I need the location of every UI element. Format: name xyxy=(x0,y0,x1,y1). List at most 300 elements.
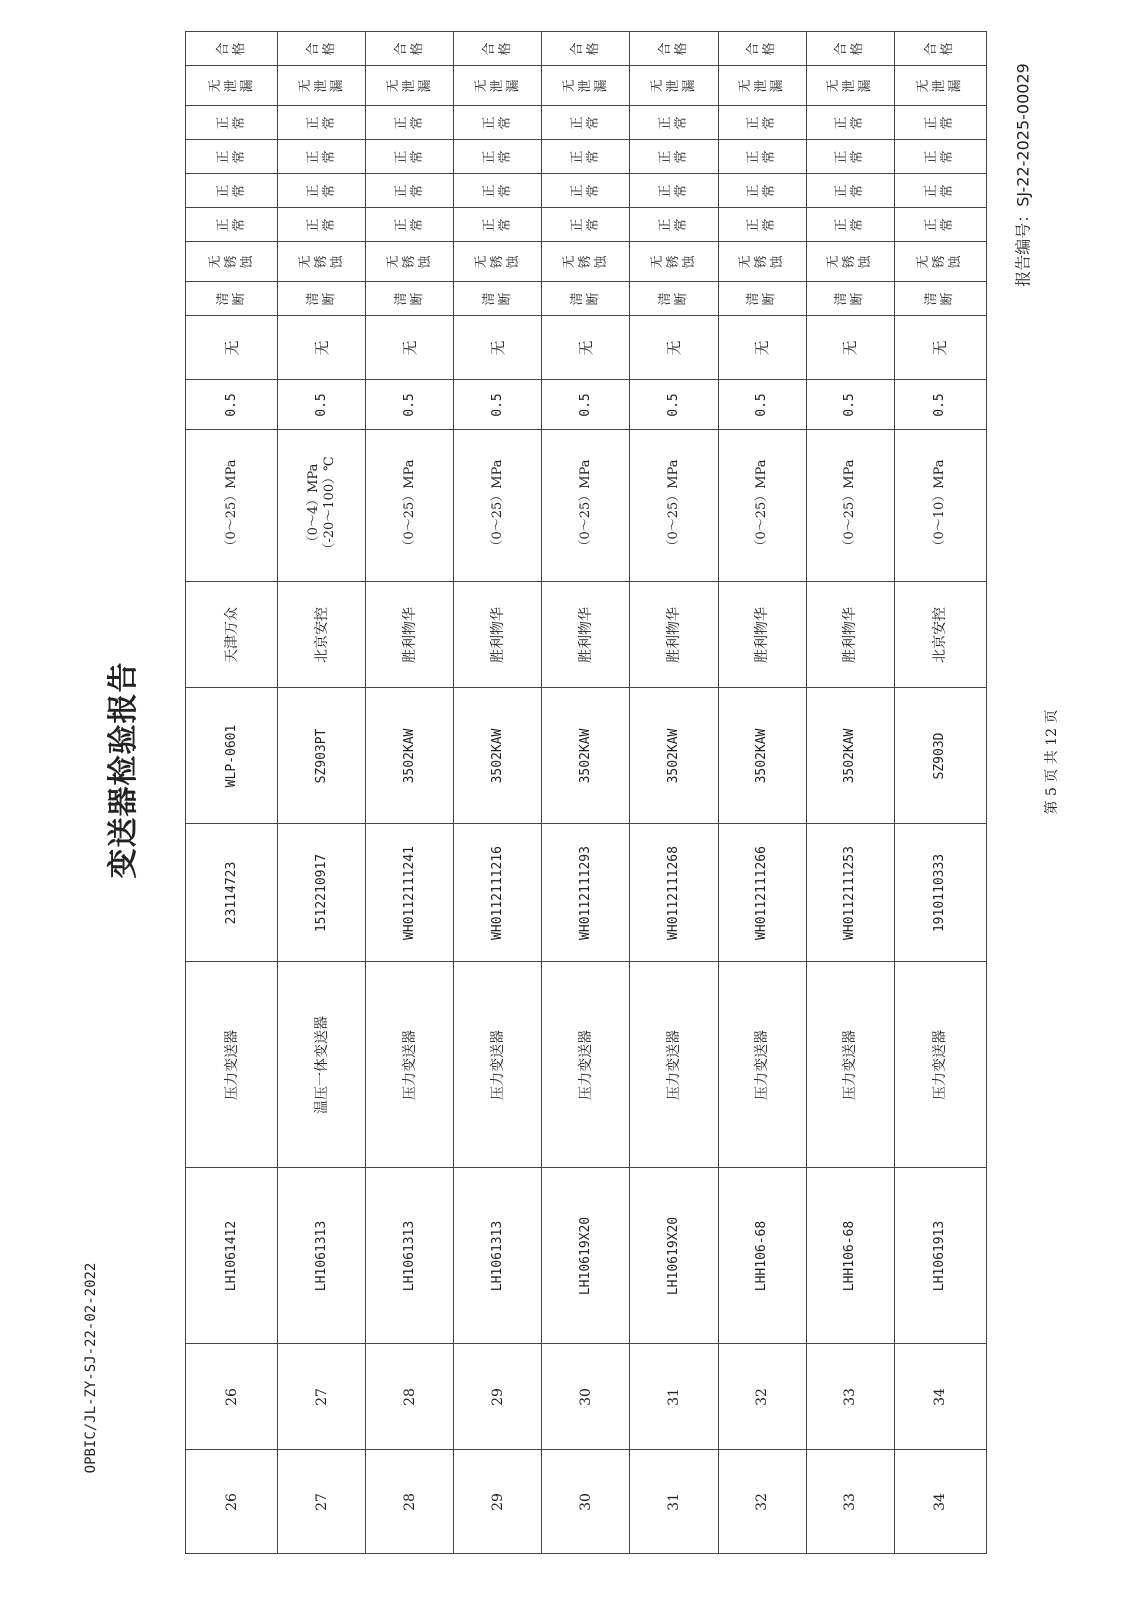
cell-text-seq: 32 xyxy=(754,1387,771,1406)
table-cell-code xyxy=(366,1168,454,1344)
cell-text-c1: 正 常 xyxy=(746,217,778,232)
cell-text-rust: 无 锈 蚀 xyxy=(297,254,345,269)
cell-text-rust: 无 锈 蚀 xyxy=(826,254,874,269)
cell-text-acc: 0.5 xyxy=(932,392,948,417)
cell-text-acc: 0.5 xyxy=(842,392,858,417)
table-cell-rust xyxy=(366,242,454,282)
table-cell-model xyxy=(630,688,718,824)
cell-text-mark: 清 断 xyxy=(834,291,866,306)
table-cell-c4 xyxy=(542,106,630,140)
table-cell-c3 xyxy=(366,140,454,174)
table-row xyxy=(186,1450,987,1554)
table-cell-name xyxy=(542,962,630,1168)
table-cell-acc xyxy=(278,380,366,430)
table-cell-c2 xyxy=(186,174,278,208)
cell-text-code: LH1061313 xyxy=(489,1220,505,1291)
cell-text-leak: 无 泄 漏 xyxy=(207,78,255,93)
table-cell-c3 xyxy=(806,140,894,174)
cell-text-name: 压力变送器 xyxy=(842,1029,859,1100)
table-row xyxy=(186,1344,987,1450)
table-cell-maker xyxy=(718,582,806,688)
cell-text-leak: 无 泄 漏 xyxy=(473,78,521,93)
cell-text-c1: 正 常 xyxy=(569,217,601,232)
cell-text-name: 压力变送器 xyxy=(577,1029,594,1100)
table-row xyxy=(186,106,987,140)
cell-text-range: （0～4）MPa （-20～100）℃ xyxy=(305,455,337,556)
cell-text-serial: 23114723 xyxy=(223,861,239,924)
cell-text-mark: 清 断 xyxy=(215,291,247,306)
cell-text-range: （0～25）MPa xyxy=(666,458,682,553)
cell-text-mark: 清 断 xyxy=(569,291,601,306)
cell-text-name: 压力变送器 xyxy=(223,1029,240,1100)
table-cell-idx xyxy=(718,1450,806,1554)
table-cell-code xyxy=(894,1168,986,1344)
cell-text-damage: 无 xyxy=(400,339,419,356)
cell-text-acc: 0.5 xyxy=(489,392,505,417)
cell-text-c1: 正 常 xyxy=(305,217,337,232)
table-cell-maker xyxy=(806,582,894,688)
cell-text-rust: 无 锈 蚀 xyxy=(916,254,964,269)
table-row xyxy=(186,140,987,174)
cell-text-idx: 32 xyxy=(754,1492,771,1511)
form-code: OPBIC/JL-ZY-SJ-22-02-2022 xyxy=(83,1262,99,1474)
cell-text-mark: 清 断 xyxy=(658,291,690,306)
cell-text-c2: 正 常 xyxy=(393,183,425,198)
table-cell-c3 xyxy=(630,140,718,174)
cell-text-result: 合 格 xyxy=(305,41,337,56)
cell-text-damage: 无 xyxy=(576,339,595,356)
table-cell-code xyxy=(806,1168,894,1344)
cell-text-c3: 正 常 xyxy=(658,149,690,164)
cell-text-range: （0～25）MPa xyxy=(401,458,417,553)
cell-text-maker: 天津万众 xyxy=(223,606,240,663)
table-row xyxy=(186,962,987,1168)
table-cell-c2 xyxy=(806,174,894,208)
table-cell-code xyxy=(718,1168,806,1344)
cell-text-range: （0～10）MPa xyxy=(932,458,948,553)
table-cell-leak xyxy=(718,66,806,106)
cell-text-code: LH1061313 xyxy=(313,1220,329,1291)
table-cell-model xyxy=(366,688,454,824)
table-cell-serial xyxy=(630,824,718,962)
table-cell-serial xyxy=(542,824,630,962)
cell-text-leak: 无 泄 漏 xyxy=(738,78,786,93)
table-cell-c1 xyxy=(278,208,366,242)
cell-text-model: WLP-0601 xyxy=(223,724,239,787)
table-cell-maker xyxy=(366,582,454,688)
cell-text-idx: 34 xyxy=(932,1492,949,1511)
table-cell-name xyxy=(186,962,278,1168)
cell-text-damage: 无 xyxy=(665,339,684,356)
cell-text-model: 3502KAW xyxy=(842,728,858,783)
table-cell-damage xyxy=(806,316,894,380)
table-cell-code xyxy=(186,1168,278,1344)
cell-text-maker: 胜利物华 xyxy=(754,606,771,663)
cell-text-maker: 胜利物华 xyxy=(401,606,418,663)
table-cell-damage xyxy=(630,316,718,380)
table-cell-serial xyxy=(186,824,278,962)
cell-text-mark: 清 断 xyxy=(746,291,778,306)
cell-text-leak: 无 泄 漏 xyxy=(826,78,874,93)
cell-text-code: LH10619X20 xyxy=(577,1216,593,1295)
inspection-table xyxy=(185,31,987,1554)
table-cell-result xyxy=(366,32,454,66)
table-row xyxy=(186,824,987,962)
cell-text-serial: WH0112111266 xyxy=(754,845,770,940)
cell-text-c4: 正 常 xyxy=(746,115,778,130)
cell-text-seq: 28 xyxy=(401,1387,418,1406)
cell-text-maker: 胜利物华 xyxy=(489,606,506,663)
table-cell-rust xyxy=(806,242,894,282)
table-cell-name xyxy=(454,962,542,1168)
table-cell-mark xyxy=(630,282,718,316)
cell-text-maker: 胜利物华 xyxy=(577,606,594,663)
cell-text-c2: 正 常 xyxy=(746,183,778,198)
table-cell-maker xyxy=(542,582,630,688)
cell-text-serial: 1512210917 xyxy=(313,853,329,932)
table-cell-range xyxy=(454,430,542,582)
cell-text-c2: 正 常 xyxy=(569,183,601,198)
cell-text-rust: 无 锈 蚀 xyxy=(738,254,786,269)
table-row xyxy=(186,66,987,106)
table-cell-acc xyxy=(542,380,630,430)
cell-text-c2: 正 常 xyxy=(215,183,247,198)
cell-text-serial: WH0112111253 xyxy=(842,845,858,940)
table-cell-serial xyxy=(894,824,986,962)
cell-text-rust: 无 锈 蚀 xyxy=(473,254,521,269)
cell-text-mark: 清 断 xyxy=(305,291,337,306)
cell-text-result: 合 格 xyxy=(834,41,866,56)
cell-text-idx: 29 xyxy=(489,1492,506,1511)
table-cell-model xyxy=(542,688,630,824)
table-cell-code xyxy=(630,1168,718,1344)
table-row xyxy=(186,242,987,282)
table-cell-range xyxy=(366,430,454,582)
table-row xyxy=(186,32,987,66)
table-cell-seq xyxy=(806,1344,894,1450)
table-cell-mark xyxy=(542,282,630,316)
cell-text-model: 3502KAW xyxy=(666,728,682,783)
table-cell-mark xyxy=(718,282,806,316)
cell-text-c2: 正 常 xyxy=(924,183,956,198)
cell-text-result: 合 格 xyxy=(569,41,601,56)
table-cell-c4 xyxy=(454,106,542,140)
cell-text-range: （0～25）MPa xyxy=(842,458,858,553)
table-cell-name xyxy=(718,962,806,1168)
table-cell-serial xyxy=(454,824,542,962)
cell-text-c2: 正 常 xyxy=(658,183,690,198)
table-cell-result xyxy=(718,32,806,66)
cell-text-rust: 无 锈 蚀 xyxy=(207,254,255,269)
table-row xyxy=(186,582,987,688)
table-cell-c2 xyxy=(718,174,806,208)
cell-text-name: 压力变送器 xyxy=(754,1029,771,1100)
table-cell-seq xyxy=(630,1344,718,1450)
table-cell-acc xyxy=(630,380,718,430)
cell-text-acc: 0.5 xyxy=(577,392,593,417)
table-cell-c1 xyxy=(454,208,542,242)
table-cell-acc xyxy=(894,380,986,430)
table-cell-serial xyxy=(278,824,366,962)
table-cell-rust xyxy=(894,242,986,282)
table-cell-result xyxy=(454,32,542,66)
table-cell-c4 xyxy=(278,106,366,140)
table-cell-c1 xyxy=(806,208,894,242)
cell-text-damage: 无 xyxy=(753,339,772,356)
table-cell-name xyxy=(630,962,718,1168)
cell-text-seq: 33 xyxy=(842,1387,859,1406)
cell-text-leak: 无 泄 漏 xyxy=(561,78,609,93)
table-cell-acc xyxy=(366,380,454,430)
table-cell-model xyxy=(894,688,986,824)
table-cell-c4 xyxy=(186,106,278,140)
cell-text-range: （0～25）MPa xyxy=(489,458,505,553)
cell-text-idx: 28 xyxy=(401,1492,418,1511)
cell-text-result: 合 格 xyxy=(393,41,425,56)
table-cell-damage xyxy=(186,316,278,380)
table-cell-idx xyxy=(278,1450,366,1554)
table-cell-c1 xyxy=(718,208,806,242)
cell-text-result: 合 格 xyxy=(481,41,513,56)
table-cell-idx xyxy=(542,1450,630,1554)
cell-text-name: 压力变送器 xyxy=(932,1029,949,1100)
table-cell-rust xyxy=(454,242,542,282)
cell-text-c1: 正 常 xyxy=(834,217,866,232)
cell-text-c4: 正 常 xyxy=(481,115,513,130)
report-number: 报告编号：SJ-22-2025-00029 xyxy=(1013,63,1033,287)
cell-text-maker: 北京安控 xyxy=(932,606,949,663)
table-cell-range xyxy=(278,430,366,582)
table-cell-c3 xyxy=(186,140,278,174)
table-cell-rust xyxy=(186,242,278,282)
table-cell-leak xyxy=(186,66,278,106)
table-cell-damage xyxy=(718,316,806,380)
cell-text-model: 3502KAW xyxy=(754,728,770,783)
cell-text-code: LH1061412 xyxy=(223,1220,239,1291)
table-cell-c3 xyxy=(718,140,806,174)
table-cell-seq xyxy=(718,1344,806,1450)
cell-text-c4: 正 常 xyxy=(924,115,956,130)
cell-text-c1: 正 常 xyxy=(481,217,513,232)
table-cell-result xyxy=(542,32,630,66)
table-cell-c2 xyxy=(542,174,630,208)
cell-text-idx: 33 xyxy=(842,1492,859,1511)
table-cell-mark xyxy=(894,282,986,316)
cell-text-seq: 31 xyxy=(666,1387,683,1406)
cell-text-name: 压力变送器 xyxy=(489,1029,506,1100)
table-cell-leak xyxy=(894,66,986,106)
cell-text-model: 3502KAW xyxy=(489,728,505,783)
cell-text-model: SZ903PT xyxy=(313,728,329,783)
cell-text-model: 3502KAW xyxy=(577,728,593,783)
table-cell-idx xyxy=(806,1450,894,1554)
table-cell-mark xyxy=(806,282,894,316)
table-cell-c4 xyxy=(630,106,718,140)
table-cell-range xyxy=(542,430,630,582)
table-cell-range xyxy=(718,430,806,582)
table-cell-leak xyxy=(366,66,454,106)
table-cell-seq xyxy=(186,1344,278,1450)
table-cell-seq xyxy=(366,1344,454,1450)
table-cell-leak xyxy=(278,66,366,106)
cell-text-c3: 正 常 xyxy=(215,149,247,164)
table-cell-mark xyxy=(278,282,366,316)
cell-text-c2: 正 常 xyxy=(481,183,513,198)
cell-text-serial: WH0112111241 xyxy=(401,845,417,940)
cell-text-c3: 正 常 xyxy=(569,149,601,164)
table-cell-result xyxy=(806,32,894,66)
table-cell-result xyxy=(278,32,366,66)
table-cell-c3 xyxy=(894,140,986,174)
table-cell-result xyxy=(630,32,718,66)
cell-text-acc: 0.5 xyxy=(313,392,329,417)
cell-text-name: 压力变送器 xyxy=(401,1029,418,1100)
table-cell-mark xyxy=(454,282,542,316)
table-cell-damage xyxy=(894,316,986,380)
table-cell-model xyxy=(454,688,542,824)
cell-text-c4: 正 常 xyxy=(658,115,690,130)
cell-text-result: 合 格 xyxy=(658,41,690,56)
table-cell-serial xyxy=(366,824,454,962)
cell-text-acc: 0.5 xyxy=(754,392,770,417)
cell-text-code: LH1061913 xyxy=(932,1220,948,1291)
cell-text-maker: 北京安控 xyxy=(313,606,330,663)
table-row xyxy=(186,688,987,824)
table-cell-result xyxy=(186,32,278,66)
cell-text-leak: 无 泄 漏 xyxy=(916,78,964,93)
table-cell-maker xyxy=(186,582,278,688)
table-row xyxy=(186,430,987,582)
table-cell-rust xyxy=(278,242,366,282)
cell-text-mark: 清 断 xyxy=(481,291,513,306)
table-cell-model xyxy=(806,688,894,824)
table-cell-serial xyxy=(806,824,894,962)
table-cell-model xyxy=(718,688,806,824)
table-row xyxy=(186,282,987,316)
table-cell-c1 xyxy=(186,208,278,242)
table-cell-c4 xyxy=(366,106,454,140)
table-cell-c2 xyxy=(894,174,986,208)
table-cell-damage xyxy=(542,316,630,380)
table-cell-leak xyxy=(806,66,894,106)
cell-text-maker: 胜利物华 xyxy=(842,606,859,663)
cell-text-c3: 正 常 xyxy=(746,149,778,164)
table-cell-maker xyxy=(278,582,366,688)
cell-text-rust: 无 锈 蚀 xyxy=(650,254,698,269)
table-cell-c2 xyxy=(366,174,454,208)
cell-text-c1: 正 常 xyxy=(393,217,425,232)
table-cell-damage xyxy=(278,316,366,380)
table-cell-rust xyxy=(718,242,806,282)
table-cell-seq xyxy=(542,1344,630,1450)
table-cell-acc xyxy=(454,380,542,430)
cell-text-damage: 无 xyxy=(488,339,507,356)
table-cell-range xyxy=(630,430,718,582)
table-cell-range xyxy=(186,430,278,582)
cell-text-code: LH10619X20 xyxy=(666,1216,682,1295)
table-cell-c3 xyxy=(542,140,630,174)
table-cell-name xyxy=(894,962,986,1168)
table-cell-damage xyxy=(454,316,542,380)
cell-text-c3: 正 常 xyxy=(393,149,425,164)
cell-text-model: SZ903D xyxy=(932,732,948,779)
table-cell-c4 xyxy=(718,106,806,140)
cell-text-acc: 0.5 xyxy=(666,392,682,417)
table-cell-idx xyxy=(366,1450,454,1554)
table-cell-mark xyxy=(186,282,278,316)
table-row xyxy=(186,380,987,430)
table-cell-c1 xyxy=(366,208,454,242)
cell-text-result: 合 格 xyxy=(924,41,956,56)
cell-text-rust: 无 锈 蚀 xyxy=(561,254,609,269)
table-cell-name xyxy=(806,962,894,1168)
cell-text-c1: 正 常 xyxy=(924,217,956,232)
table-row xyxy=(186,316,987,380)
cell-text-acc: 0.5 xyxy=(401,392,417,417)
cell-text-c3: 正 常 xyxy=(481,149,513,164)
table-row xyxy=(186,208,987,242)
table-cell-result xyxy=(894,32,986,66)
table-cell-maker xyxy=(894,582,986,688)
cell-text-damage: 无 xyxy=(222,339,241,356)
table-cell-mark xyxy=(366,282,454,316)
table-row xyxy=(186,1168,987,1344)
cell-text-name: 温压一体变送器 xyxy=(313,1015,330,1114)
table-cell-code xyxy=(542,1168,630,1344)
cell-text-leak: 无 泄 漏 xyxy=(650,78,698,93)
table-cell-rust xyxy=(630,242,718,282)
table-row xyxy=(186,174,987,208)
cell-text-result: 合 格 xyxy=(215,41,247,56)
cell-text-seq: 30 xyxy=(577,1387,594,1406)
cell-text-acc: 0.5 xyxy=(223,392,239,417)
cell-text-c4: 正 常 xyxy=(393,115,425,130)
cell-text-c4: 正 常 xyxy=(569,115,601,130)
cell-text-c4: 正 常 xyxy=(834,115,866,130)
cell-text-serial: 1910110333 xyxy=(932,853,948,932)
table-cell-leak xyxy=(454,66,542,106)
table-cell-code xyxy=(454,1168,542,1344)
cell-text-c1: 正 常 xyxy=(658,217,690,232)
cell-text-seq: 26 xyxy=(223,1387,240,1406)
table-cell-c3 xyxy=(454,140,542,174)
cell-text-range: （0～25）MPa xyxy=(223,458,239,553)
table-cell-name xyxy=(366,962,454,1168)
cell-text-c2: 正 常 xyxy=(305,183,337,198)
table-cell-leak xyxy=(542,66,630,106)
cell-text-serial: WH0112111268 xyxy=(666,845,682,940)
cell-text-serial: WH0112111293 xyxy=(577,845,593,940)
table-cell-c1 xyxy=(630,208,718,242)
table-cell-model xyxy=(278,688,366,824)
cell-text-c4: 正 常 xyxy=(215,115,247,130)
table-cell-idx xyxy=(630,1450,718,1554)
cell-text-seq: 27 xyxy=(313,1387,330,1406)
cell-text-seq: 34 xyxy=(932,1387,949,1406)
cell-text-c3: 正 常 xyxy=(924,149,956,164)
table-cell-serial xyxy=(718,824,806,962)
table-cell-acc xyxy=(806,380,894,430)
cell-text-mark: 清 断 xyxy=(393,291,425,306)
table-cell-c2 xyxy=(278,174,366,208)
cell-text-idx: 26 xyxy=(223,1492,240,1511)
table-cell-leak xyxy=(630,66,718,106)
cell-text-range: （0～25）MPa xyxy=(577,458,593,553)
cell-text-rust: 无 锈 蚀 xyxy=(385,254,433,269)
cell-text-idx: 30 xyxy=(577,1492,594,1511)
cell-text-idx: 31 xyxy=(666,1492,683,1511)
table-cell-idx xyxy=(186,1450,278,1554)
